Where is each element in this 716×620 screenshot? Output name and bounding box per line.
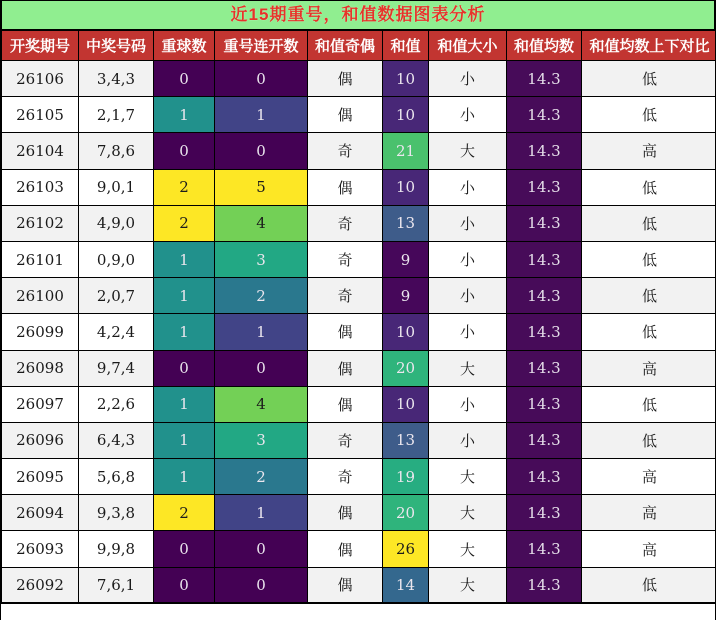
cell-sum-mean: 14.3 [507, 459, 582, 495]
cell-sum-mean: 14.3 [507, 169, 582, 205]
cell-sum-value: 10 [383, 61, 429, 97]
cell-repeat-count: 0 [154, 350, 215, 386]
table-row [2, 241, 716, 277]
cell-mean-compare: 低 [582, 97, 716, 133]
cell-winning-numbers: 5,6,8 [79, 459, 154, 495]
cell-sum-parity: 奇 [308, 241, 383, 277]
cell-winning-numbers: 4,2,4 [79, 314, 154, 350]
cell-sum-mean: 14.3 [507, 133, 582, 169]
cell-winning-numbers: 9,9,8 [79, 531, 154, 567]
cell-sum-parity: 奇 [308, 459, 383, 495]
cell-sum-value: 21 [383, 133, 429, 169]
cell-repeat-count: 0 [154, 61, 215, 97]
cell-repeat-streak: 1 [215, 495, 308, 531]
cell-winning-numbers: 9,7,4 [79, 350, 154, 386]
cell-sum-size: 小 [429, 278, 507, 314]
cell-mean-compare: 高 [582, 350, 716, 386]
chart-title: 近15期重号，和值数据图表分析 [1, 0, 715, 30]
cell-winning-numbers: 9,3,8 [79, 495, 154, 531]
cell-repeat-streak: 0 [215, 61, 308, 97]
cell-period: 26104 [2, 133, 79, 169]
column-header-repeat-streak: 重号连开数 [215, 31, 308, 61]
cell-sum-parity: 奇 [308, 133, 383, 169]
cell-sum-value: 14 [383, 567, 429, 603]
table-row [2, 314, 716, 350]
header-row [2, 31, 716, 61]
cell-period: 26099 [2, 314, 79, 350]
cell-winning-numbers: 6,4,3 [79, 422, 154, 458]
cell-sum-value: 26 [383, 531, 429, 567]
cell-sum-value: 9 [383, 241, 429, 277]
cell-repeat-count: 1 [154, 278, 215, 314]
cell-repeat-count: 2 [154, 205, 215, 241]
cell-winning-numbers: 2,0,7 [79, 278, 154, 314]
cell-repeat-streak: 4 [215, 386, 308, 422]
column-header-sum-value: 和值 [383, 31, 429, 61]
cell-sum-value: 10 [383, 386, 429, 422]
cell-sum-size: 小 [429, 241, 507, 277]
cell-sum-value: 10 [383, 169, 429, 205]
cell-sum-value: 19 [383, 459, 429, 495]
cell-sum-size: 小 [429, 422, 507, 458]
cell-sum-size: 小 [429, 169, 507, 205]
cell-mean-compare: 低 [582, 241, 716, 277]
cell-period: 26098 [2, 350, 79, 386]
cell-winning-numbers: 2,1,7 [79, 97, 154, 133]
cell-sum-value: 20 [383, 495, 429, 531]
column-header-winning-numbers: 中奖号码 [79, 31, 154, 61]
cell-period: 26092 [2, 567, 79, 603]
table-row [2, 205, 716, 241]
cell-sum-mean: 14.3 [507, 495, 582, 531]
cell-sum-mean: 14.3 [507, 97, 582, 133]
column-header-sum-parity: 和值奇偶 [308, 31, 383, 61]
cell-mean-compare: 低 [582, 422, 716, 458]
cell-sum-size: 小 [429, 386, 507, 422]
cell-repeat-count: 1 [154, 386, 215, 422]
cell-sum-mean: 14.3 [507, 205, 582, 241]
cell-mean-compare: 低 [582, 386, 716, 422]
cell-winning-numbers: 2,2,6 [79, 386, 154, 422]
cell-repeat-streak: 0 [215, 567, 308, 603]
table-row [2, 133, 716, 169]
cell-sum-parity: 偶 [308, 61, 383, 97]
cell-sum-size: 大 [429, 567, 507, 603]
cell-repeat-count: 0 [154, 531, 215, 567]
cell-period: 26095 [2, 459, 79, 495]
cell-repeat-streak: 3 [215, 422, 308, 458]
cell-sum-parity: 偶 [308, 314, 383, 350]
column-header-period: 开奖期号 [2, 31, 79, 61]
column-header-repeat-count: 重球数 [154, 31, 215, 61]
cell-sum-parity: 偶 [308, 386, 383, 422]
cell-mean-compare: 低 [582, 314, 716, 350]
cell-mean-compare: 低 [582, 278, 716, 314]
cell-repeat-streak: 1 [215, 314, 308, 350]
table-row [2, 531, 716, 567]
cell-repeat-count: 1 [154, 422, 215, 458]
cell-sum-value: 20 [383, 350, 429, 386]
cell-sum-parity: 奇 [308, 205, 383, 241]
cell-sum-value: 9 [383, 278, 429, 314]
cell-mean-compare: 高 [582, 495, 716, 531]
table-row [2, 459, 716, 495]
cell-mean-compare: 高 [582, 459, 716, 495]
column-header-mean-compare: 和值均数上下对比 [582, 31, 716, 61]
cell-repeat-count: 1 [154, 314, 215, 350]
column-header-sum-mean: 和值均数 [507, 31, 582, 61]
cell-mean-compare: 高 [582, 133, 716, 169]
cell-sum-value: 10 [383, 97, 429, 133]
cell-sum-size: 小 [429, 314, 507, 350]
cell-sum-value: 13 [383, 205, 429, 241]
cell-period: 26093 [2, 531, 79, 567]
cell-sum-mean: 14.3 [507, 567, 582, 603]
cell-sum-parity: 偶 [308, 567, 383, 603]
cell-sum-size: 大 [429, 459, 507, 495]
cell-repeat-count: 2 [154, 169, 215, 205]
cell-sum-size: 大 [429, 350, 507, 386]
cell-sum-size: 小 [429, 61, 507, 97]
cell-period: 26106 [2, 61, 79, 97]
cell-sum-parity: 偶 [308, 350, 383, 386]
table-row [2, 422, 716, 458]
cell-winning-numbers: 7,8,6 [79, 133, 154, 169]
cell-period: 26097 [2, 386, 79, 422]
cell-sum-parity: 偶 [308, 495, 383, 531]
cell-period: 26102 [2, 205, 79, 241]
cell-repeat-count: 1 [154, 97, 215, 133]
cell-period: 26100 [2, 278, 79, 314]
cell-mean-compare: 低 [582, 169, 716, 205]
cell-repeat-streak: 2 [215, 278, 308, 314]
cell-sum-parity: 奇 [308, 422, 383, 458]
cell-repeat-streak: 2 [215, 459, 308, 495]
cell-winning-numbers: 0,9,0 [79, 241, 154, 277]
cell-winning-numbers: 9,0,1 [79, 169, 154, 205]
cell-mean-compare: 高 [582, 531, 716, 567]
table-row [2, 567, 716, 603]
cell-sum-parity: 偶 [308, 531, 383, 567]
data-table [1, 30, 716, 604]
cell-sum-parity: 偶 [308, 169, 383, 205]
cell-repeat-streak: 3 [215, 241, 308, 277]
cell-sum-size: 小 [429, 205, 507, 241]
cell-sum-size: 小 [429, 97, 507, 133]
cell-winning-numbers: 7,6,1 [79, 567, 154, 603]
cell-period: 26101 [2, 241, 79, 277]
table-row [2, 386, 716, 422]
table-row [2, 97, 716, 133]
cell-mean-compare: 低 [582, 567, 716, 603]
cell-sum-mean: 14.3 [507, 350, 582, 386]
cell-period: 26096 [2, 422, 79, 458]
cell-sum-mean: 14.3 [507, 422, 582, 458]
cell-period: 26094 [2, 495, 79, 531]
cell-repeat-streak: 5 [215, 169, 308, 205]
cell-repeat-count: 0 [154, 567, 215, 603]
cell-sum-value: 13 [383, 422, 429, 458]
cell-sum-mean: 14.3 [507, 278, 582, 314]
cell-sum-parity: 偶 [308, 97, 383, 133]
cell-repeat-count: 1 [154, 241, 215, 277]
cell-repeat-streak: 0 [215, 531, 308, 567]
cell-repeat-streak: 1 [215, 97, 308, 133]
cell-repeat-streak: 0 [215, 133, 308, 169]
cell-repeat-streak: 0 [215, 350, 308, 386]
cell-winning-numbers: 3,4,3 [79, 61, 154, 97]
cell-sum-mean: 14.3 [507, 314, 582, 350]
cell-repeat-count: 0 [154, 133, 215, 169]
cell-sum-mean: 14.3 [507, 531, 582, 567]
cell-sum-value: 10 [383, 314, 429, 350]
cell-sum-size: 大 [429, 531, 507, 567]
cell-repeat-count: 1 [154, 459, 215, 495]
table-row [2, 278, 716, 314]
cell-period: 26105 [2, 97, 79, 133]
cell-repeat-count: 2 [154, 495, 215, 531]
table-row [2, 350, 716, 386]
cell-winning-numbers: 4,9,0 [79, 205, 154, 241]
column-header-sum-size: 和值大小 [429, 31, 507, 61]
cell-sum-mean: 14.3 [507, 241, 582, 277]
table-row [2, 169, 716, 205]
cell-sum-parity: 奇 [308, 278, 383, 314]
cell-mean-compare: 低 [582, 61, 716, 97]
table-row [2, 495, 716, 531]
cell-sum-size: 大 [429, 133, 507, 169]
cell-sum-mean: 14.3 [507, 386, 582, 422]
cell-mean-compare: 低 [582, 205, 716, 241]
cell-period: 26103 [2, 169, 79, 205]
cell-sum-size: 大 [429, 495, 507, 531]
table-row [2, 61, 716, 97]
cell-repeat-streak: 4 [215, 205, 308, 241]
cell-sum-mean: 14.3 [507, 61, 582, 97]
